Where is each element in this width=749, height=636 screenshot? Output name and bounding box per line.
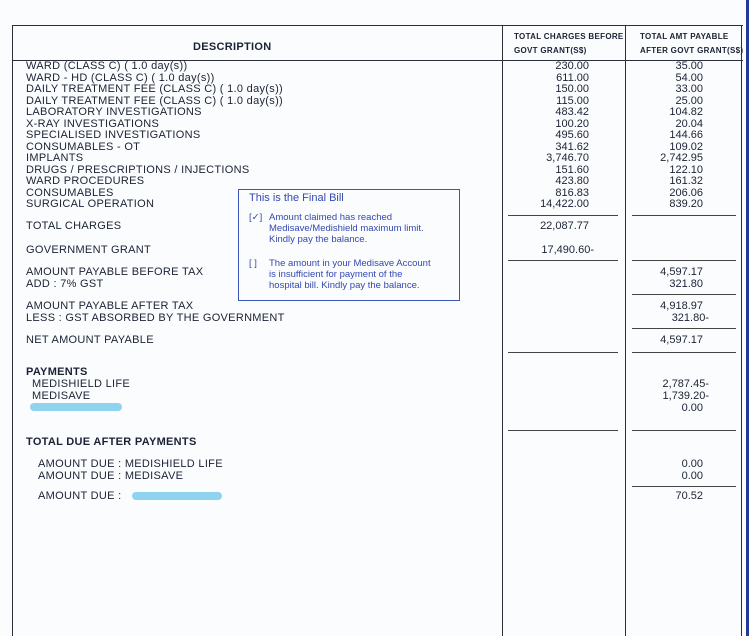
gst-label: ADD : 7% GST <box>26 278 104 290</box>
separator <box>632 215 736 216</box>
separator <box>508 260 618 261</box>
gst-absorbed-label: LESS : GST ABSORBED BY THE GOVERNMENT <box>26 312 285 324</box>
after-tax-label: AMOUNT PAYABLE AFTER TAX <box>26 300 194 312</box>
due-medisave-label: AMOUNT DUE : MEDISAVE <box>38 470 184 482</box>
net-amount-label: NET AMOUNT PAYABLE <box>26 334 154 346</box>
col2-header-line2: AFTER GOVT GRANT(S$) <box>640 46 744 55</box>
medishield-payment-label: MEDISHIELD LIFE <box>32 378 131 390</box>
separator <box>632 260 736 261</box>
col2-header-line1: TOTAL AMT PAYABLE <box>640 32 729 41</box>
stamp-checkbox-empty: [ ] <box>249 258 257 269</box>
govt-grant-label: GOVERNMENT GRANT <box>26 244 151 256</box>
after-tax-value: 4,918.97 <box>660 300 703 312</box>
stamp-line: is insufficient for payment of the <box>269 269 403 280</box>
due-redacted-value: 70.52 <box>675 490 703 502</box>
due-medishield-value: 0.00 <box>681 458 703 470</box>
due-medishield-label: AMOUNT DUE : MEDISHIELD LIFE <box>38 458 223 470</box>
total-charges-value: 22,087.77 <box>540 220 589 232</box>
stamp-checkbox-checked: [✓] <box>249 212 263 223</box>
net-amount-value: 4,597.17 <box>660 334 703 346</box>
before-tax-value: 4,597.17 <box>660 266 703 278</box>
separator <box>632 294 736 295</box>
table-left-border <box>12 25 13 636</box>
separator <box>632 352 736 353</box>
hospital-bill: DESCRIPTION TOTAL CHARGES BEFORE GOVT GRANT(S$) TOTAL AMT PAYABLE AFTER GOVT GRANT(S$) WARD (CLASS C) ( 1.0 day(s)) 230.00 35.00 WARD - HD (CLASS C) ( 1.0 day(s)) 611.00 54.00 DAILY TREATMENT FEE (CLASS C) ( 1.0 day(s)) 150.00 33.00 DAILY TREATMENT FEE (CLASS C) ( 1.0 day(s)) 115.00 25.00 LABORATORY INVESTIGATIONS 483.42 104.82 X-RAY INVESTIGATIONS 100.20 20.04 SPECIALISED INVESTIGATIONS 495.60 144.66 CONSUMABLES - OT 341.62 109.02 IMPLANTS 3,746.70 2,742.95 DRUGS / PRESCRIPTIONS / INJECTIONS 151.60 122.10 WARD PROCEDURES 423.80 161.32 CONSUMABLES 816.83 206.06 SURGICAL OPERATION 14,422.00 839.20 TOTAL CHARGES 22,087.77 GOVERNMENT GRANT 17,490.60- AMOUNT PAYABLE BEFORE TAX 4,597.17 ADD : 7% GST 321.80 AMOUNT PAYABLE AFTER TAX 4,918.97 LESS : GST ABSORBED BY THE GOVERNMENT 321.80- NET AMOUNT PAYABLE 4,597.17 PAYMENTS MEDISHIELD LIFE 2,787.45- MEDISAVE 1,739.20- 0.00 TOTAL DUE AFTER PAYMENTS AMOUNT DUE : MEDISHIELD LIFE 0.00 AMOUNT DUE : MEDISAVE 0.00 AMOUNT DUE : 70.52 This is the Final Bill [✓] Amount claimed has reached Medisave/Medishield maximum limit. Kindly pay the balance. [ ] The amount in your Medisave Account is insufficient for payment of the hospital bill. Kindly pay the balance. <box>0 0 749 636</box>
stamp-line: Medisave/Medishield maximum limit. <box>269 223 424 234</box>
col1-header-line2: GOVT GRANT(S$) <box>514 46 587 55</box>
stamp-line: The amount in your Medisave Account <box>269 258 431 269</box>
column-divider-2 <box>625 25 626 636</box>
before-tax-label: AMOUNT PAYABLE BEFORE TAX <box>26 266 204 278</box>
due-redacted-label: AMOUNT DUE : <box>38 490 122 502</box>
table-right-border <box>741 25 742 636</box>
gst-value: 321.80 <box>669 278 703 290</box>
separator <box>632 430 736 431</box>
medishield-payment-value: 2,787.45- <box>662 378 709 390</box>
medisave-payment-label: MEDISAVE <box>32 390 91 402</box>
stamp-line: Kindly pay the balance. <box>269 234 368 245</box>
stamp-line: Amount claimed has reached <box>269 212 393 223</box>
stamp-title: This is the Final Bill <box>249 192 344 204</box>
table-top-border <box>12 25 743 26</box>
separator <box>508 215 618 216</box>
separator <box>632 328 736 329</box>
final-bill-stamp <box>238 189 460 301</box>
separator <box>632 486 736 487</box>
description-header: DESCRIPTION <box>193 41 272 53</box>
govt-grant-value: 17,490.60- <box>541 244 594 256</box>
col1-header-line1: TOTAL CHARGES BEFORE <box>514 32 624 41</box>
separator <box>508 430 618 431</box>
medisave-payment-value: 1,739.20- <box>662 390 709 402</box>
total-charges-label: TOTAL CHARGES <box>26 220 122 232</box>
total-due-heading: TOTAL DUE AFTER PAYMENTS <box>26 436 197 448</box>
stamp-line: hospital bill. Kindly pay the balance. <box>269 280 420 291</box>
column-divider-1 <box>502 25 503 636</box>
redaction-mark <box>30 403 122 411</box>
payments-heading: PAYMENTS <box>26 366 88 378</box>
due-medisave-value: 0.00 <box>681 470 703 482</box>
redaction-mark <box>132 492 222 500</box>
gst-absorbed-value: 321.80- <box>671 312 709 324</box>
redacted-payment-value: 0.00 <box>681 402 703 414</box>
separator <box>508 352 618 353</box>
